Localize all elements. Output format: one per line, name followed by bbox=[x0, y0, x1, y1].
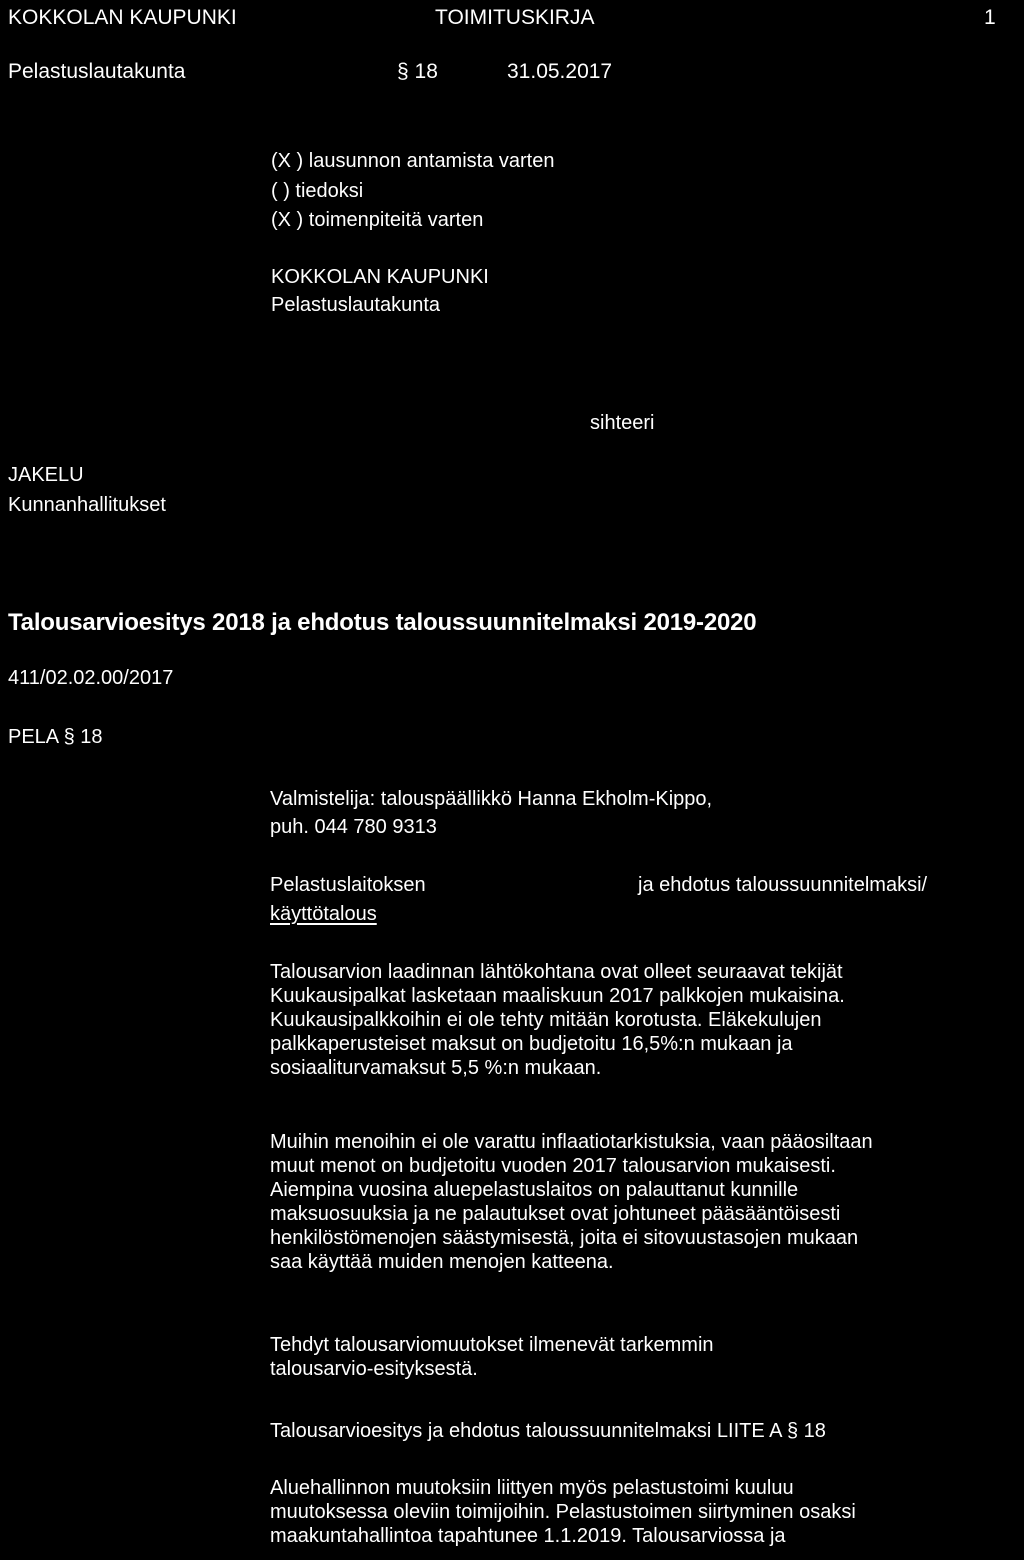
paragraph-line: maakuntahallintoa tapahtunee 1.1.2019. Talousarviossa ja bbox=[270, 1525, 786, 1547]
paragraph-line: Kuukausipalkat lasketaan maaliskuun 2017 palkkojen mukaisina. bbox=[270, 985, 845, 1007]
subheading-right: ja ehdotus taloussuunnitelmaksi/ bbox=[638, 874, 928, 896]
paragraph-line: palkkaperusteiset maksut on budjetoitu 16,5%:n mukaan ja bbox=[270, 1033, 793, 1055]
paragraph-appendix-reference bbox=[270, 1419, 1022, 1443]
paragraph-line: Aluehallinnon muutoksiin liittyen myös pelastustoimi kuuluu bbox=[270, 1477, 794, 1499]
signature-board: Pelastuslautakunta bbox=[271, 294, 441, 316]
preparer-name: Valmistelija: talouspäällikkö Hanna Ekholm-Kippo, bbox=[270, 788, 713, 810]
subheading-left-line2: käyttötalous bbox=[270, 903, 377, 925]
paragraph-line: Talousarvion laadinnan lähtökohtana ovat olleet seuraavat tekijät bbox=[270, 961, 843, 983]
paragraph-budget-changes bbox=[270, 1333, 1022, 1381]
organization-name: KOKKOLAN KAUPUNKI bbox=[8, 6, 237, 29]
paragraph-line: talousarvio-esityksestä. bbox=[270, 1358, 478, 1380]
paragraph-line: Kuukausipalkkoihin ei ole tehty mitään korotusta. Eläkekulujen bbox=[270, 1009, 822, 1031]
section-number: § 18 bbox=[397, 60, 438, 83]
paragraph-budget-basis bbox=[270, 960, 1022, 1080]
paragraph-line: henkilöstömenojen säästymisestä, joita ei sitovuustasojen mukaan bbox=[270, 1227, 859, 1249]
paragraph-line: saa käyttää muiden menojen katteena. bbox=[270, 1251, 614, 1273]
paragraph-line: Muihin menoihin ei ole varattu inflaatiotarkistuksia, vaan pääosiltaan bbox=[270, 1131, 873, 1153]
preparer-phone: puh. 044 780 9313 bbox=[270, 816, 437, 838]
paragraph-line: Talousarvioesitys ja ehdotus taloussuunnitelmaksi LIITE A § 18 bbox=[270, 1420, 826, 1442]
paragraph-line: muut menot on budjetoitu vuoden 2017 talousarvion mukaisesti. bbox=[270, 1155, 836, 1177]
document-date: 31.05.2017 bbox=[507, 60, 613, 83]
section-reference: PELA § 18 bbox=[8, 726, 103, 748]
paragraph-line: maksuosuuksia ja ne palautukset ovat johtuneet pääsääntöisesti bbox=[270, 1203, 841, 1225]
board-name: Pelastuslautakunta bbox=[8, 60, 186, 83]
matter-title: Talousarvioesitys 2018 ja ehdotus taloussuunnitelmaksi 2019-2020 bbox=[8, 609, 757, 636]
paragraph-regional-reform bbox=[270, 1476, 1022, 1548]
distribution-label: JAKELU bbox=[8, 464, 84, 486]
paragraph-line: muutoksessa oleviin toimijoihin. Pelastustoimen siirtyminen osaksi bbox=[270, 1501, 856, 1523]
signature-organization: KOKKOLAN KAUPUNKI bbox=[271, 266, 489, 288]
subheading-left-line1: Pelastuslaitoksen bbox=[270, 874, 426, 896]
distribution-recipient: Kunnanhallitukset bbox=[8, 494, 166, 516]
page-number: 1 bbox=[984, 6, 996, 29]
purpose-statement: (X ) lausunnon antamista varten bbox=[271, 150, 555, 172]
purpose-action: (X ) toimenpiteitä varten bbox=[271, 209, 484, 231]
document-type: TOIMITUSKIRJA bbox=[435, 6, 595, 29]
paragraph-line: Aiempina vuosina aluepelastuslaitos on palauttanut kunnille bbox=[270, 1179, 799, 1201]
signature-role: sihteeri bbox=[590, 412, 655, 434]
purpose-info: ( ) tiedoksi bbox=[271, 180, 364, 202]
paragraph-other-expenses bbox=[270, 1130, 1022, 1274]
paragraph-line: sosiaaliturvamaksut 5,5 %:n mukaan. bbox=[270, 1057, 602, 1079]
paragraph-line: Tehdyt talousarviomuutokset ilmenevät tarkemmin bbox=[270, 1334, 714, 1356]
record-number: 411/02.02.00/2017 bbox=[8, 667, 174, 689]
